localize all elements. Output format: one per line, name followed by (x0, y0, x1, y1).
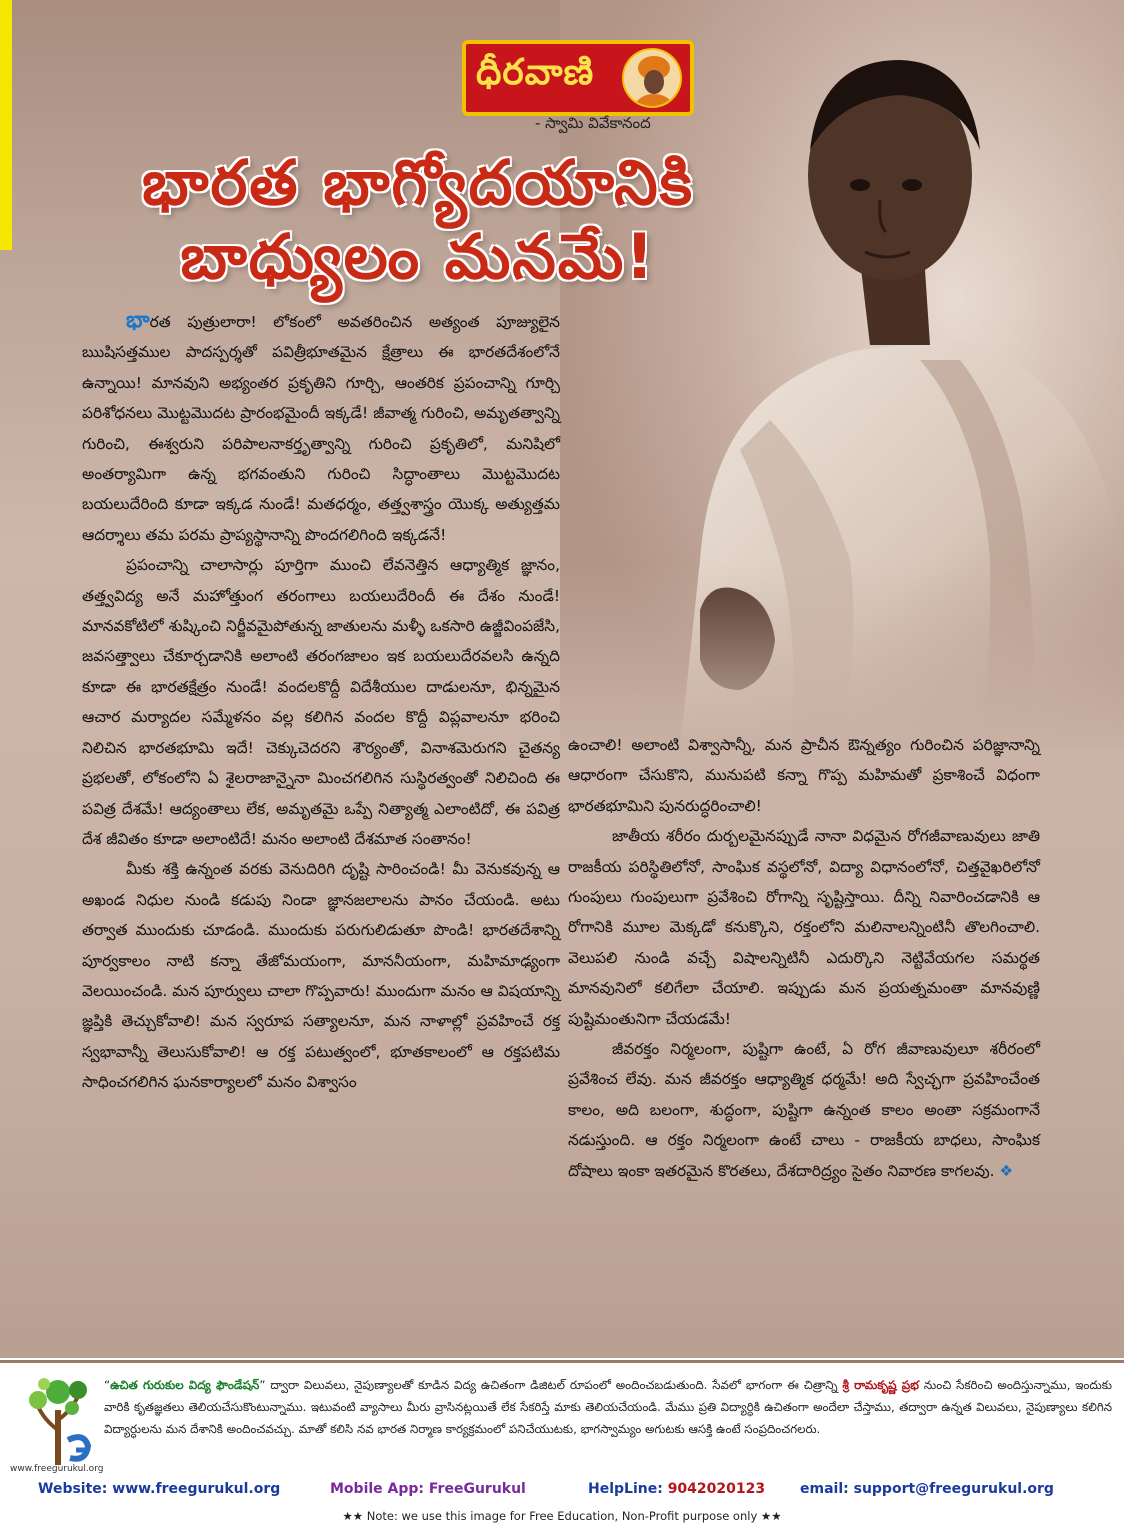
paragraph-text: జీవరక్తం నిర్మలంగా, పుష్టిగా ఉంటే, ఏ రోగ జీవాణువులూ శరీరంలో ప్రవేశించ లేవు. మన జీవరక్తం ఆధ్యాత్మిక ధర్మమే! అది స్వేచ్ఛగా ప్రవహించేంత కాలం, అది బలంగా, శుద్ధంగా, పుష్టిగా ఉన్నంత కాలం అంతా సక్రమంగానే నడుస్తుంది. ఆ రక్తం నిర్మలంగా ఉంటే చాలు - రాజకీయ బాధలు, సాంఘిక దోషాలు ఇంకా ఇతరమైన కొరతలు, దేశదారిద్ర్యం సైతం నివారణ కాగలవు. (568, 1040, 1040, 1180)
headline-line-2: బాధ్యులం మనమే! (180, 220, 656, 293)
headline-line-1: భారత భాగ్యోదయానికి (142, 146, 694, 219)
dropcap: భా (126, 308, 150, 333)
article-paragraph: మీకు శక్తి ఉన్నంత వరకు వెనుదిరిగి దృష్టి సారించండి! మీ వెనుకవున్న ఆ అఖండ నిధుల నుండి కడుపు నిండా జ్ఞానజలాలను పానం చేయండి. అటు తర్వాత ముందుకు చూడండి. ముందుకు పరుగులిడుతూ పొండి! భారతదేశాన్ని పూర్వకాలం నాటి కన్నా తేజోమయంగా, మాననీయంగా, మహిమాఢ్యంగా వెలయించండి. మన పూర్వులు చాలా గొప్పవారు! ముందుగా మనం ఆ విషయాన్ని జ్ఞప్తికి తెచ్చుకోవాలి! మన స్వరూప సత్యాలనూ, మన నాళాల్లో ప్రవహించే రక్త స్వభావాన్నీ తెలుసుకోవాలి! ఆ రక్త పటుత్వంలో, భూతకాలంలో ఆ రక్తపటిమ సాధించగలిగిన ఘనకార్యాలలో మనం విశ్వాసం (82, 860, 560, 1092)
source-name: శ్రీ రామకృష్ణ ప్రభ (842, 1378, 920, 1392)
logo-title: ధీరవాణి (476, 52, 595, 93)
close-quote: ” (259, 1378, 266, 1392)
website-link[interactable]: www.freegurukul.org (112, 1481, 281, 1497)
email-link[interactable]: support@freegurukul.org (853, 1481, 1054, 1497)
email-label: email: (800, 1481, 849, 1497)
website-contact[interactable] (38, 1481, 280, 1497)
helpline-label: HelpLine: (588, 1481, 663, 1497)
article-paragraph: ప్రపంచాన్ని చాలాసార్లు పూర్తిగా ముంచి లేవనెత్తిన ఆధ్యాత్మిక జ్ఞానం, తత్త్వవిద్య అనే మహోత్తుంగ తరంగాలు బయలుదేరిందీ ఈ దేశం నుండే! మానవకోటిలో శుష్కించి నిర్జీవమైపోతున్న జాతులను మళ్ళీ ఒకసారి ఉజ్జీవింపజేసి, జవసత్త్వాలు చేకూర్చడానికి అలాంటి తరంగజాలం ఇక బయలుదేరవలసి ఉన్నది కూడా ఈ భారతక్షేత్రం నుండే! వందలకొద్దీ విదేశీయుల దాడులనూ, భిన్నమైన ఆచార మర్యాదల సమ్మేళనం వల్ల కలిగిన వందల కొద్దీ విప్లవాలనూ భరించి నిలిచిన భారతభూమి ఇదే! చెక్కుచెదరని శౌర్యంతో, వినాశమెరుగని చైతన్య ప్రభలతో, లోకంలోని ఏ శైలరాజాన్నైనా మించగలిగిన సుస్థిరత్వంతో నిలిచింది ఈ పవిత్ర దేశమే! ఆద్యంతాలు లేక, అమృతమై ఒప్పే నిత్యాత్మ ఎలాంటిదో, ఈ పవిత్ర దేశ జీవితం కూడా అలాంటిదే! మనం అలాంటి దేశమాత సంతానం! (82, 556, 560, 848)
open-quote: “ (104, 1378, 111, 1392)
author-byline: - స్వామి వివేకానంద (535, 114, 651, 132)
helpline-contact[interactable] (588, 1481, 765, 1497)
freegurukul-tree-logo-icon (14, 1370, 104, 1470)
footer-divider (0, 1360, 1124, 1363)
yellow-edge-strip (0, 0, 12, 250)
logo-website-caption: www.freegurukul.org (10, 1464, 104, 1474)
end-mark-icon: ❖ (999, 1161, 1014, 1180)
app-contact[interactable] (330, 1481, 526, 1497)
logo-avatar-icon (622, 48, 682, 108)
paragraph-text: రత పుత్రులారా! లోకంలో అవతరించిన అత్యంత పూజ్యులైన ఋషిసత్తముల పాదస్పర్శతో పవిత్రీభూతమైన క్షేత్రాలు ఈ భారతదేశంలోనే ఉన్నాయి! మానవుని అభ్యంతర ప్రకృతిని గూర్చి, ఆంతరిక ప్రపంచాన్ని గూర్చి పరిశోధనలు మొట్టమొదట ప్రారంభమైందీ ఇక్కడే! జీవాత్మ గురించి, అమృతత్వాన్ని గురించి, ఈశ్వరుని పరిపాలనాకర్తృత్వాన్ని గురించి ప్రకృతిలో, మనిషిలో అంతర్యామిగా ఉన్న భగవంతుని గురించి సిద్ధాంతాలు మొట్టమొదట బయలుదేరింది కూడా ఇక్కడ నుండే! మతధర్మం, తత్త్వశాస్త్రం యొక్క అత్యుత్తమ ఆదర్శాలు తమ పరమ ప్రాప్యస్థానాన్ని పొందగలిగింది ఇక్కడనే! (82, 313, 560, 544)
article-paragraph (568, 1034, 1040, 1186)
footer-note: ★★ Note: we use this image for Free Education, Non-Profit purpose only ★★ (342, 1509, 782, 1523)
app-name[interactable]: FreeGurukul (428, 1481, 526, 1497)
website-label: Website: (38, 1481, 108, 1497)
footer-text-part1: ద్వారా విలువలు, నైపుణ్యాలతో కూడిన విద్య ఉచితంగా డిజిటల్ రూపంలో అందించబడుతుంది. సేవలో భాగంగా ఈ చిత్రాన్ని (265, 1378, 843, 1392)
article-paragraph: ఉంచాలి! అలాంటి విశ్వాసాన్నీ, మన ప్రాచీన ఔన్నత్యం గురించిన పరిజ్ఞానాన్ని ఆధారంగా చేసుకొని, మునుపటి కన్నా గొప్ప మహిమతో ప్రకాశించే విధంగా భారతభూమిని పునరుద్ధరించాలి! (568, 736, 1040, 815)
footer-text-part2: నుంచి సేకరించి అందిస్తున్నాము, ఇందుకు వారికి కృతజ్ఞతలు తెలియచేసుకొంటున్నాము. ఇటువంటి వ్యాసాలు మీరు వ్రాసినట్లయితే లేక సేకరిస్తే మాకు తెలియచేయండి. మేము ప్రతి విద్యార్ధికి ఉచితంగా అందేలా చేస్తాము, తద్వారా ఉన్నత విలువలు, నైపుణ్యాలు కలిగిన విద్యార్ధులను మన దేశానికి అందించవచ్చు. మాతో కలిసి నవ భారత నిర్మాణ కార్యక్రమంలో పనిచేయుటకు, భాగస్వామ్యం అగుటకు ఆసక్తి ఉంటే సంప్రదించగలరు. (104, 1378, 1112, 1436)
article-paragraph (82, 306, 560, 550)
app-label: Mobile App: (330, 1481, 425, 1497)
dheeravani-logo (462, 40, 694, 116)
footer-description (104, 1374, 1112, 1440)
helpline-number[interactable]: 9042020123 (667, 1481, 766, 1497)
article-right-column (568, 730, 1040, 1186)
article-paragraph: జాతీయ శరీరం దుర్బలమైనప్పుడే నానా విధమైన రోగజీవాణువులు జాతి రాజకీయ పరిస్థితిలోనో, సాంఘిక వస్థలోనో, విద్యా విధానంలోనో, చిత్తవైఖరిలోనో గుంపులు గుంపులుగా ప్రవేశించి రోగాన్ని సృష్టిస్తాయి. దీన్ని నివారించడానికి ఆ రోగానికి మూల మెక్కడో కనుక్కొని, రక్తంలోని మలినాలన్నింటినీ తొలగించాలి. వెలుపలి నుండి వచ్చే విషాలన్నిటినీ ఎదుర్కొని నెట్టివేయగల సమర్థత మానవునిలో కలిగేలా చేయాలి. ఇప్పుడు మన ప్రయత్నమంతా మానవుణ్ణి పుష్టిమంతునిగా చేయడమే! (568, 827, 1040, 1028)
email-contact[interactable] (800, 1481, 1054, 1497)
foundation-name: ఉచిత గురుకుల విద్య ఫౌండేషన్ (110, 1378, 260, 1392)
article-left-column (82, 306, 560, 1098)
